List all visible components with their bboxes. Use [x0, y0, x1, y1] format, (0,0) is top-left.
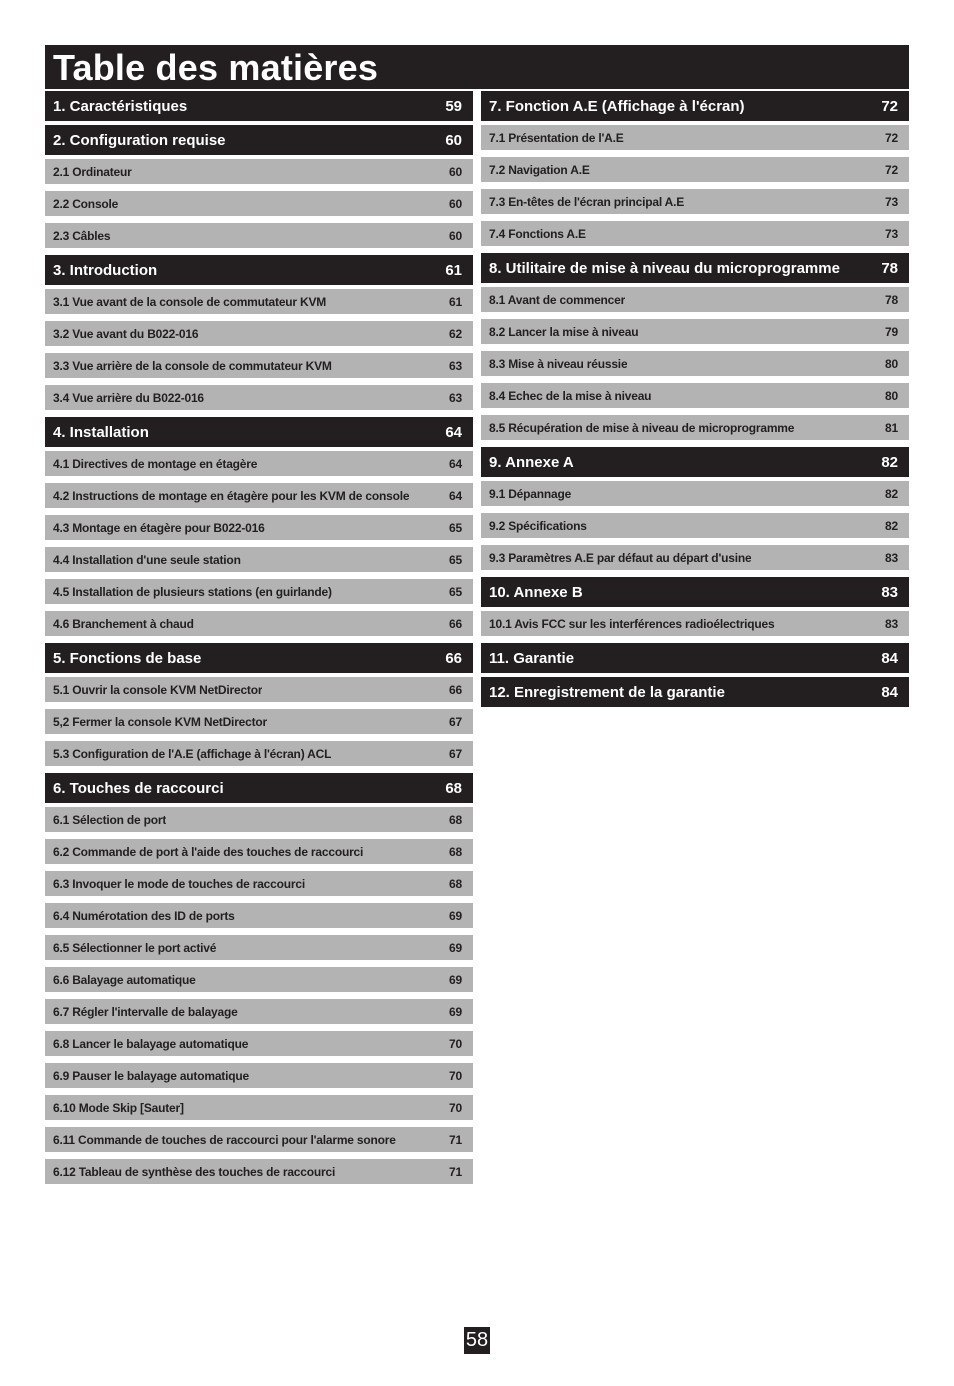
toc-section-row[interactable] — [45, 773, 473, 803]
toc-entry-page: 71 — [449, 1164, 462, 1179]
toc-entry-page: 71 — [449, 1132, 462, 1147]
toc-subsection-row[interactable] — [481, 287, 909, 312]
toc-entry-page: 83 — [881, 583, 898, 601]
toc-entry-page: 63 — [449, 390, 462, 405]
toc-entry-label: 6.10 Mode Skip [Sauter] — [53, 1100, 184, 1115]
toc-entry-label: 9.2 Spécifications — [489, 518, 587, 533]
toc-entry-label: 6.6 Balayage automatique — [53, 972, 196, 987]
toc-entry-label: 6.5 Sélectionner le port activé — [53, 940, 217, 955]
toc-entry-label: 5,2 Fermer la console KVM NetDirector — [53, 714, 268, 729]
toc-section-row[interactable] — [481, 253, 909, 283]
toc-entry-page: 68 — [449, 812, 462, 827]
toc-section-row[interactable] — [481, 677, 909, 707]
toc-subsection-row[interactable] — [45, 385, 473, 410]
toc-subsection-row[interactable] — [45, 451, 473, 476]
toc-entry-page: 65 — [449, 520, 462, 535]
toc-entry-label: 10. Annexe B — [489, 583, 583, 601]
toc-subsection-row[interactable] — [481, 189, 909, 214]
toc-section-row[interactable] — [45, 125, 473, 155]
toc-entry-page: 66 — [445, 649, 462, 667]
toc-entry-label: 6.8 Lancer le balayage automatique — [53, 1036, 249, 1051]
toc-entry-label: 8.3 Mise à niveau réussie — [489, 356, 628, 371]
toc-subsection-row[interactable] — [481, 125, 909, 150]
toc-entry-page: 68 — [449, 844, 462, 859]
toc-entry-page: 67 — [449, 714, 462, 729]
toc-entry-page: 72 — [881, 97, 898, 115]
toc-entry-page: 80 — [885, 356, 898, 371]
toc-right-column — [481, 91, 909, 711]
toc-entry-label: 7.4 Fonctions A.E — [489, 226, 586, 241]
toc-entry-label: 9.3 Paramètres A.E par défaut au départ d'usine — [489, 550, 752, 565]
toc-entry-page: 70 — [449, 1100, 462, 1115]
toc-entry-label: 8.2 Lancer la mise à niveau — [489, 324, 639, 339]
toc-entry-label: 4.4 Installation d'une seule station — [53, 552, 241, 567]
toc-entry-label: 3. Introduction — [53, 261, 158, 279]
toc-entry-page: 72 — [885, 130, 898, 145]
toc-entry-page: 66 — [449, 616, 462, 631]
toc-entry-label: 12. Enregistrement de la garantie — [489, 683, 725, 701]
toc-entry-label: 4. Installation — [53, 423, 149, 441]
toc-entry-label: 7. Fonction A.E (Affichage à l'écran) — [489, 97, 745, 115]
toc-entry-label: 6.4 Numérotation des ID de ports — [53, 908, 235, 923]
toc-subsection-row[interactable] — [45, 1159, 473, 1184]
toc-entry-page: 82 — [881, 453, 898, 471]
toc-subsection-row[interactable] — [481, 481, 909, 506]
toc-entry-page: 84 — [881, 649, 898, 667]
toc-entry-label: 1. Caractéristiques — [53, 97, 188, 115]
toc-entry-label: 6.9 Pauser le balayage automatique — [53, 1068, 249, 1083]
toc-section-row[interactable] — [45, 255, 473, 285]
toc-subsection-row[interactable] — [481, 383, 909, 408]
toc-subsection-row[interactable] — [481, 221, 909, 246]
toc-subsection-row[interactable] — [45, 1127, 473, 1152]
toc-section-row[interactable] — [481, 447, 909, 477]
toc-entry-label: 6.2 Commande de port à l'aide des touches de raccourci — [53, 844, 364, 859]
toc-entry-page: 60 — [445, 131, 462, 149]
toc-entry-page: 66 — [449, 682, 462, 697]
toc-subsection-row[interactable] — [45, 1095, 473, 1120]
toc-entry-label: 8. Utilitaire de mise à niveau du microprogramme — [489, 259, 840, 277]
toc-subsection-row[interactable] — [45, 677, 473, 702]
toc-entry-label: 4.5 Installation de plusieurs stations (en guirlande) — [53, 584, 332, 599]
toc-entry-page: 70 — [449, 1068, 462, 1083]
toc-subsection-row[interactable] — [481, 157, 909, 182]
toc-entry-label: 2.2 Console — [53, 196, 119, 211]
toc-entry-page: 72 — [885, 162, 898, 177]
toc-entry-page: 61 — [445, 261, 462, 279]
toc-subsection-row[interactable] — [481, 545, 909, 570]
toc-subsection-row[interactable] — [45, 1031, 473, 1056]
toc-subsection-row[interactable] — [45, 579, 473, 604]
toc-entry-label: 7.3 En-têtes de l'écran principal A.E — [489, 194, 685, 209]
toc-entry-label: 7.1 Présentation de l'A.E — [489, 130, 624, 145]
toc-subsection-row[interactable] — [45, 547, 473, 572]
toc-subsection-row[interactable] — [481, 319, 909, 344]
toc-section-row[interactable] — [481, 577, 909, 607]
toc-entry-label: 5. Fonctions de base — [53, 649, 202, 667]
toc-subsection-row[interactable] — [45, 483, 473, 508]
toc-entry-label: 7.2 Navigation A.E — [489, 162, 590, 177]
toc-subsection-row[interactable] — [45, 839, 473, 864]
toc-entry-page: 61 — [449, 294, 462, 309]
toc-section-row[interactable] — [481, 91, 909, 121]
toc-entry-page: 68 — [449, 876, 462, 891]
toc-entry-label: 4.1 Directives de montage en étagère — [53, 456, 258, 471]
toc-entry-page: 60 — [449, 228, 462, 243]
toc-entry-label: 2.3 Câbles — [53, 228, 111, 243]
toc-subsection-row[interactable] — [481, 611, 909, 636]
toc-entry-page: 62 — [449, 326, 462, 341]
toc-entry-label: 6. Touches de raccourci — [53, 779, 224, 797]
toc-subsection-row[interactable] — [45, 191, 473, 216]
toc-entry-label: 11. Garantie — [489, 649, 575, 667]
toc-entry-label: 3.4 Vue arrière du B022-016 — [53, 390, 204, 405]
toc-entry-page: 78 — [885, 292, 898, 307]
toc-subsection-row[interactable] — [45, 935, 473, 960]
toc-entry-page: 67 — [449, 746, 462, 761]
toc-entry-page: 79 — [885, 324, 898, 339]
toc-entry-page: 73 — [885, 194, 898, 209]
toc-section-row[interactable] — [481, 643, 909, 673]
toc-subsection-row[interactable] — [45, 159, 473, 184]
toc-subsection-row[interactable] — [45, 611, 473, 636]
toc-entry-label: 8.4 Echec de la mise à niveau — [489, 388, 652, 403]
toc-entry-label: 4.2 Instructions de montage en étagère pour les KVM de console — [53, 488, 410, 503]
toc-entry-page: 63 — [449, 358, 462, 373]
toc-entry-page: 69 — [449, 940, 462, 955]
toc-section-row[interactable] — [45, 91, 473, 121]
toc-entry-page: 69 — [449, 908, 462, 923]
toc-subsection-row[interactable] — [45, 967, 473, 992]
toc-entry-label: 8.1 Avant de commencer — [489, 292, 626, 307]
toc-left-column — [45, 91, 473, 1191]
toc-entry-page: 60 — [449, 164, 462, 179]
toc-entry-page: 82 — [885, 518, 898, 533]
toc-entry-page: 64 — [445, 423, 462, 441]
toc-subsection-row[interactable] — [45, 321, 473, 346]
toc-subsection-row[interactable] — [45, 515, 473, 540]
toc-entry-page: 70 — [449, 1036, 462, 1051]
toc-entry-page: 81 — [885, 420, 898, 435]
toc-entry-page: 83 — [885, 550, 898, 565]
toc-entry-label: 5.1 Ouvrir la console KVM NetDirector — [53, 682, 263, 697]
toc-entry-label: 3.3 Vue arrière de la console de commutateur KVM — [53, 358, 332, 373]
toc-entry-label: 6.7 Régler l'intervalle de balayage — [53, 1004, 238, 1019]
toc-subsection-row[interactable] — [45, 353, 473, 378]
toc-entry-label: 6.3 Invoquer le mode de touches de raccourci — [53, 876, 305, 891]
toc-section-row[interactable] — [45, 643, 473, 673]
toc-subsection-row[interactable] — [45, 807, 473, 832]
toc-subsection-row[interactable] — [481, 513, 909, 538]
toc-entry-page: 78 — [881, 259, 898, 277]
toc-entry-label: 10.1 Avis FCC sur les interférences radioélectriques — [489, 616, 775, 631]
toc-subsection-row[interactable] — [45, 709, 473, 734]
toc-subsection-row[interactable] — [45, 999, 473, 1024]
toc-entry-page: 65 — [449, 584, 462, 599]
toc-entry-page: 80 — [885, 388, 898, 403]
toc-entry-page: 84 — [881, 683, 898, 701]
toc-entry-label: 2.1 Ordinateur — [53, 164, 132, 179]
toc-subsection-row[interactable] — [481, 351, 909, 376]
toc-entry-label: 4.6 Branchement à chaud — [53, 616, 194, 631]
toc-subsection-row[interactable] — [45, 223, 473, 248]
toc-entry-page: 64 — [449, 456, 462, 471]
page-title: Table des matières — [53, 47, 379, 88]
toc-entry-label: 2. Configuration requise — [53, 131, 226, 149]
toc-subsection-row[interactable] — [45, 903, 473, 928]
title-bar — [45, 45, 909, 89]
toc-section-row[interactable] — [45, 417, 473, 447]
toc-entry-label: 3.2 Vue avant du B022-016 — [53, 326, 199, 341]
toc-entry-label: 8.5 Récupération de mise à niveau de microprogramme — [489, 420, 795, 435]
toc-entry-page: 69 — [449, 1004, 462, 1019]
toc-entry-page: 83 — [885, 616, 898, 631]
toc-entry-page: 60 — [449, 196, 462, 211]
toc-subsection-row[interactable] — [45, 1063, 473, 1088]
toc-entry-label: 6.11 Commande de touches de raccourci pour l'alarme sonore — [53, 1132, 396, 1147]
toc-entry-label: 9.1 Dépannage — [489, 486, 572, 501]
toc-entry-page: 65 — [449, 552, 462, 567]
toc-subsection-row[interactable] — [481, 415, 909, 440]
toc-entry-label: 6.12 Tableau de synthèse des touches de raccourci — [53, 1164, 336, 1179]
toc-subsection-row[interactable] — [45, 871, 473, 896]
toc-subsection-row[interactable] — [45, 289, 473, 314]
toc-entry-page: 64 — [449, 488, 462, 503]
toc-entry-page: 59 — [445, 97, 462, 115]
toc-entry-label: 9. Annexe A — [489, 453, 574, 471]
toc-entry-page: 68 — [445, 779, 462, 797]
page-number: 58 — [464, 1327, 490, 1354]
toc-entry-page: 73 — [885, 226, 898, 241]
toc-subsection-row[interactable] — [45, 741, 473, 766]
toc-entry-page: 69 — [449, 972, 462, 987]
toc-entry-label: 6.1 Sélection de port — [53, 812, 167, 827]
toc-entry-label: 3.1 Vue avant de la console de commutateur KVM — [53, 294, 327, 309]
toc-entry-page: 82 — [885, 486, 898, 501]
toc-entry-label: 5.3 Configuration de l'A.E (affichage à l'écran) ACL — [53, 746, 332, 761]
toc-entry-label: 4.3 Montage en étagère pour B022-016 — [53, 520, 265, 535]
